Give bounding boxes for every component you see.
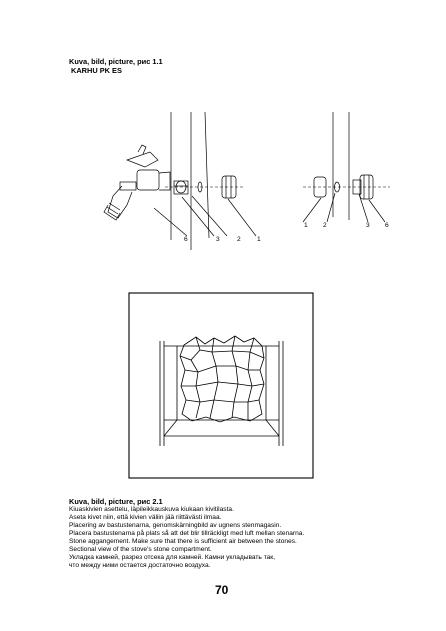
caption-line: Sectional view of the stove's stone compartment. <box>69 546 212 553</box>
caption-line: что между ними остается достаточно воздуха. <box>69 562 211 569</box>
page-number: 70 <box>215 583 229 597</box>
callout-3-right: 3 <box>366 222 370 229</box>
callout-3-left: 3 <box>216 236 220 243</box>
figure-2-title: Kuva, bild, picture, рис 2.1 <box>69 497 163 506</box>
callout-2-right: 2 <box>323 222 327 229</box>
callout-6-left: 6 <box>184 236 188 243</box>
figure-1-subtitle: KARHU PK ES <box>71 66 122 75</box>
caption-line: Aseta kivet niin, että kivien väliin jää riittävästi ilmaa. <box>69 514 222 521</box>
callout-1-left: 1 <box>257 236 261 243</box>
callout-2-left: 2 <box>237 236 241 243</box>
caption-line: Stone aggangement. Make sure that there is sufficient air between the stones. <box>69 538 297 545</box>
caption-line: Placering av bastustenarna, genomskärningbild av ugnens stenmagasin. <box>69 522 282 529</box>
figure-1-title: Kuva, bild, picture, рис 1.1 <box>69 57 163 66</box>
caption-line: Kiuaskivien asettelu, läpileikkauskuva kiukaan kivitilasta. <box>69 506 234 513</box>
callout-6-right: 6 <box>385 222 389 229</box>
caption-line: Укладка камней, разрез отсека для камней. Камни укладывать так, <box>69 554 276 561</box>
caption-line: Placera bastustenarna på plats så att det blir tillräckligt med luft mellan stenarna. <box>69 530 305 537</box>
callout-1-right: 1 <box>304 222 308 229</box>
